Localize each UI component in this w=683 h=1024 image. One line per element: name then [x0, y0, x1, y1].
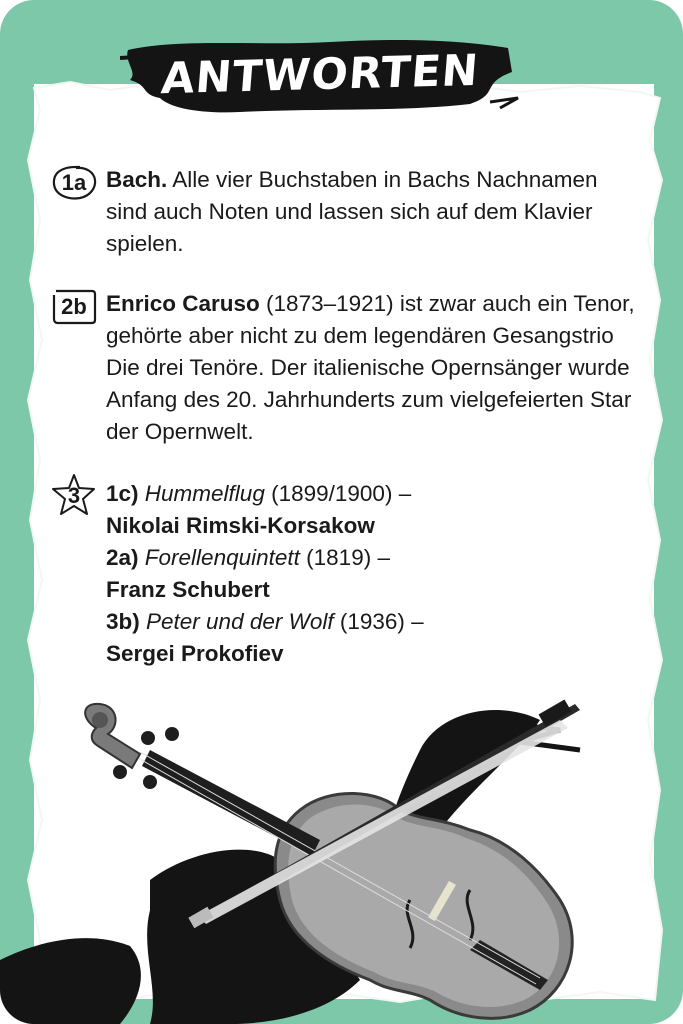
badge-label: 1a — [61, 170, 87, 195]
answer-body: Alle vier Buchstaben in Bachs Nachnamen sind auch Noten und lassen sich auf dem Klavier spielen. — [106, 167, 598, 256]
badge-label: 3 — [67, 483, 81, 508]
badge-label: 2b — [61, 294, 87, 319]
answer-lead: Enrico Caruso — [106, 291, 260, 316]
match-year: (1936) – — [333, 609, 424, 634]
match-composer: Sergei Prokofiev — [106, 641, 284, 666]
match-work: Hummelflug — [144, 481, 265, 506]
match-item — [106, 478, 636, 510]
match-item — [106, 606, 636, 638]
match-code: 3b) — [106, 609, 140, 634]
match-composer: Franz Schubert — [106, 577, 270, 602]
match-year: (1899/1900) – — [264, 481, 412, 506]
badge-star — [50, 472, 98, 510]
violin-illustration — [0, 690, 683, 1024]
page-title: ANTWORTEN — [159, 45, 481, 105]
match-item — [106, 542, 636, 574]
answer-lead: Bach. — [106, 167, 168, 192]
matching-list — [106, 478, 636, 670]
badge-circle — [50, 164, 98, 202]
match-work: Forellenquintett — [144, 545, 300, 570]
match-work: Peter und der Wolf — [146, 609, 334, 634]
brush-stroke-icon — [0, 938, 141, 1024]
match-code: 2a) — [106, 545, 139, 570]
answer-body: (1873–1921) ist zwar auch ein Tenor, gehörte aber nicht zu dem legendären Gesangstrio Die drei Tenöre. Der italienische Opernsänger wurde Anfang des 20. Jahrhunderts zum vielgefeierten Star der Opernwelt. — [106, 291, 635, 444]
answer-text — [106, 288, 636, 448]
match-composer: Nikolai Rimski-Korsakow — [106, 513, 375, 538]
badge-square — [50, 288, 98, 326]
answer-text — [106, 164, 636, 260]
match-code: 1c) — [106, 481, 139, 506]
title-banner — [120, 28, 520, 116]
match-year: (1819) – — [299, 545, 390, 570]
